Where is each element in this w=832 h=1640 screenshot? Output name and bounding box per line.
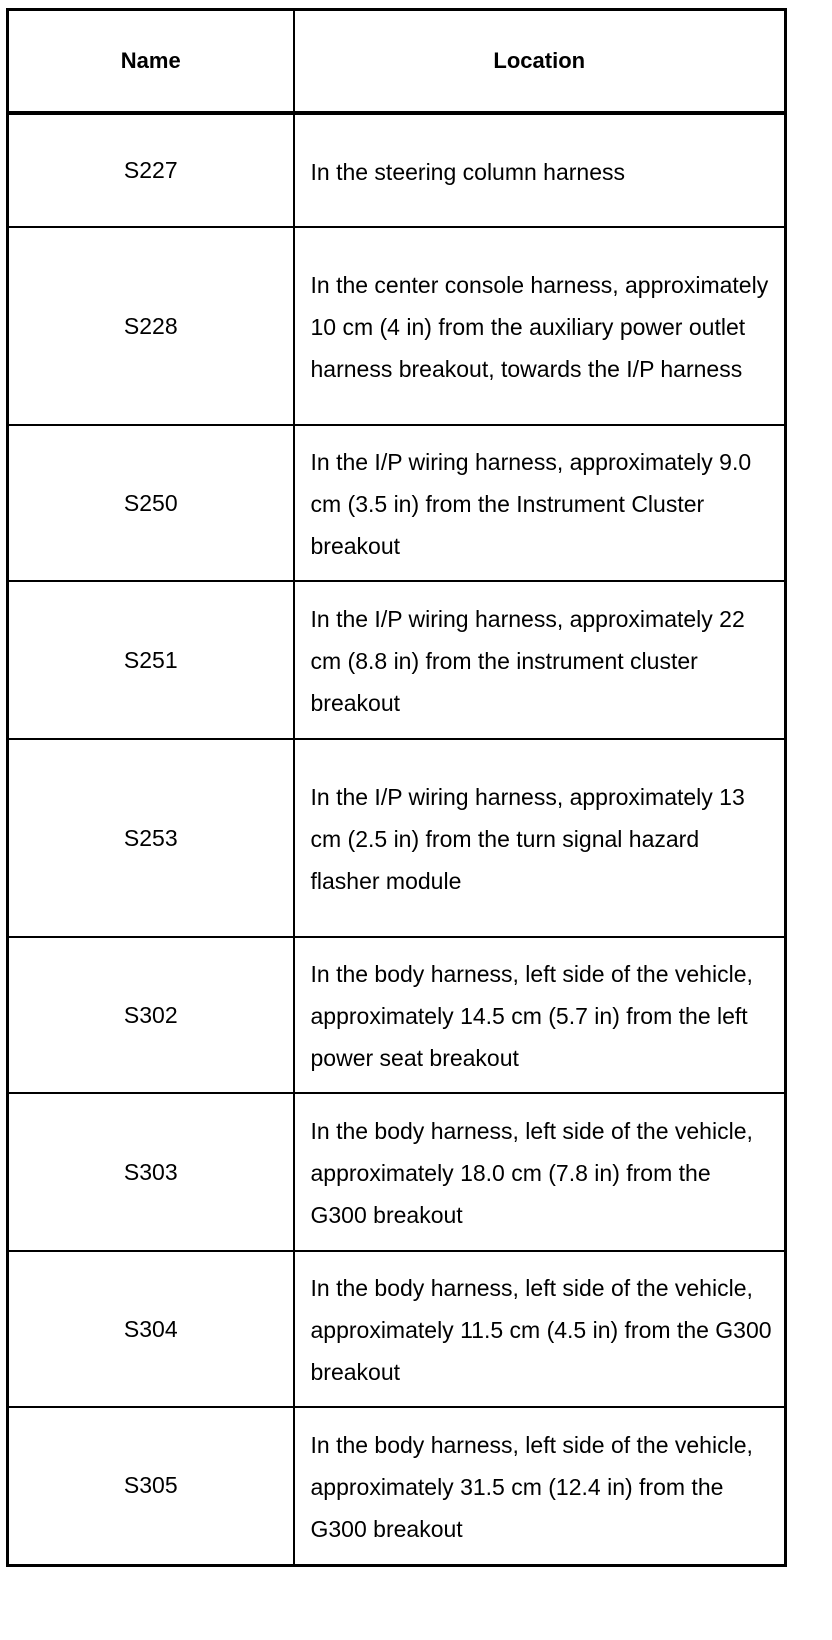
table-header-row [8,10,786,114]
cell-location: In the center console harness, approximately 10 cm (4 in) from the auxiliary power outlet harness breakout, towards the I/P harness [294,227,786,425]
cell-location: In the I/P wiring harness, approximately 9.0 cm (3.5 in) from the Instrument Cluster breakout [294,425,786,581]
cell-location: In the body harness, left side of the vehicle, approximately 14.5 cm (5.7 in) from the left power seat breakout [294,937,786,1093]
cell-location: In the body harness, left side of the vehicle, approximately 18.0 cm (7.8 in) from the G300 breakout [294,1093,786,1251]
cell-name: S303 [8,1093,294,1251]
column-header-location: Location [294,10,786,114]
cell-name: S305 [8,1407,294,1565]
cell-location: In the body harness, left side of the vehicle, approximately 11.5 cm (4.5 in) from the G300 breakout [294,1251,786,1407]
cell-name: S253 [8,739,294,937]
table-row [8,581,786,739]
cell-name: S228 [8,227,294,425]
column-header-name: Name [8,10,294,114]
cell-location: In the body harness, left side of the vehicle, approximately 31.5 cm (12.4 in) from the G300 breakout [294,1407,786,1565]
table-row [8,1251,786,1407]
splice-location-table [6,8,787,1567]
cell-name: S302 [8,937,294,1093]
table-row [8,1093,786,1251]
table-row [8,113,786,227]
cell-location: In the I/P wiring harness, approximately 13 cm (2.5 in) from the turn signal hazard flasher module [294,739,786,937]
table-row [8,937,786,1093]
cell-name: S304 [8,1251,294,1407]
cell-location: In the steering column harness [294,113,786,227]
cell-name: S227 [8,113,294,227]
table-row [8,1407,786,1565]
cell-location: In the I/P wiring harness, approximately 22 cm (8.8 in) from the instrument cluster breakout [294,581,786,739]
cell-name: S251 [8,581,294,739]
table-row [8,739,786,937]
table-row [8,227,786,425]
table-row [8,425,786,581]
cell-name: S250 [8,425,294,581]
